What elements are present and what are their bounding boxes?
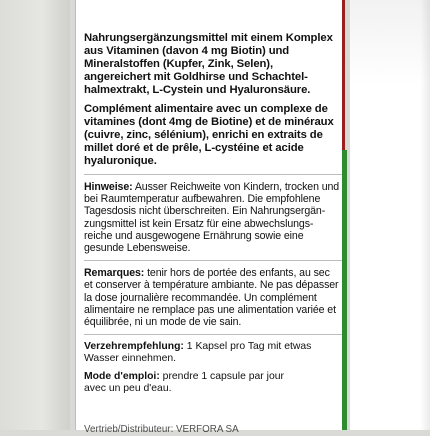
verzehr-section [84, 341, 342, 365]
hinweise-heading: Hinweise: [84, 181, 133, 193]
remarques-text: tenir hors de portée des enfants, au sec et conserver à température ambiante. Ne pas dépasser la dose journalière recommandée. Un complément alimentaire ne remplace pas une alimentation variée et équilibrée, ni un mode de vie sain. [84, 267, 339, 329]
remarques-heading: Remarques: [84, 267, 145, 280]
mode-text: prendre 1 capsule par jour avec un peu d'eau. [84, 371, 284, 395]
mode-heading: Mode d'emploi: [84, 371, 160, 383]
composition-fr: Complément alimentaire avec un complexe de vitamines (dont 4mg de Biotine) et de minéraux (cuivre, zinc, sélénium), enrichi en extraits de millet doré et de prêle, L-cystéine et acide hyaluronique. [84, 103, 334, 167]
hinweise-section [84, 181, 342, 254]
right-edge-shadow [420, 0, 430, 430]
verzehr-heading: Verzehrempfehlung: [84, 341, 184, 353]
left-background [0, 0, 70, 430]
divider [84, 174, 342, 175]
label-text-content [84, 32, 342, 401]
mode-section [84, 371, 342, 395]
divider [84, 260, 342, 261]
hinweise-text: Ausser Reichweite von Kindern, trocken und bei Raumtemperatur aufbewahren. Die empfohlene Tagesdosis nicht überschreiten. Ein Nahrungsergän- zungsmittel ist kein Ersatz für eine abwechslungs- reiche und ausgewogene Ernährung sowie eine gesunde Lebensweise. [84, 181, 340, 255]
right-side-panel [350, 0, 430, 430]
right-red-accent [342, 0, 345, 170]
composition-de: Nahrungsergänzungsmittel mit einem Komplex aus Vitaminen (davon 4 mg Biotin) und Mineralstoffen (Kupfer, Zink, Selen), angereichert mit Goldhirse und Schachtel- halmextrakt, L-Cystein und Hyaluronsäure. [84, 32, 333, 96]
right-green-accent [342, 150, 347, 430]
remarques-section [84, 267, 342, 328]
verzehr-text: 1 Kapsel pro Tag mit etwas Wasser einnehmen. [84, 341, 312, 365]
distributor-footer: Vertrieb/Distributeur: VERFORA SA [84, 424, 239, 435]
divider [84, 334, 342, 335]
